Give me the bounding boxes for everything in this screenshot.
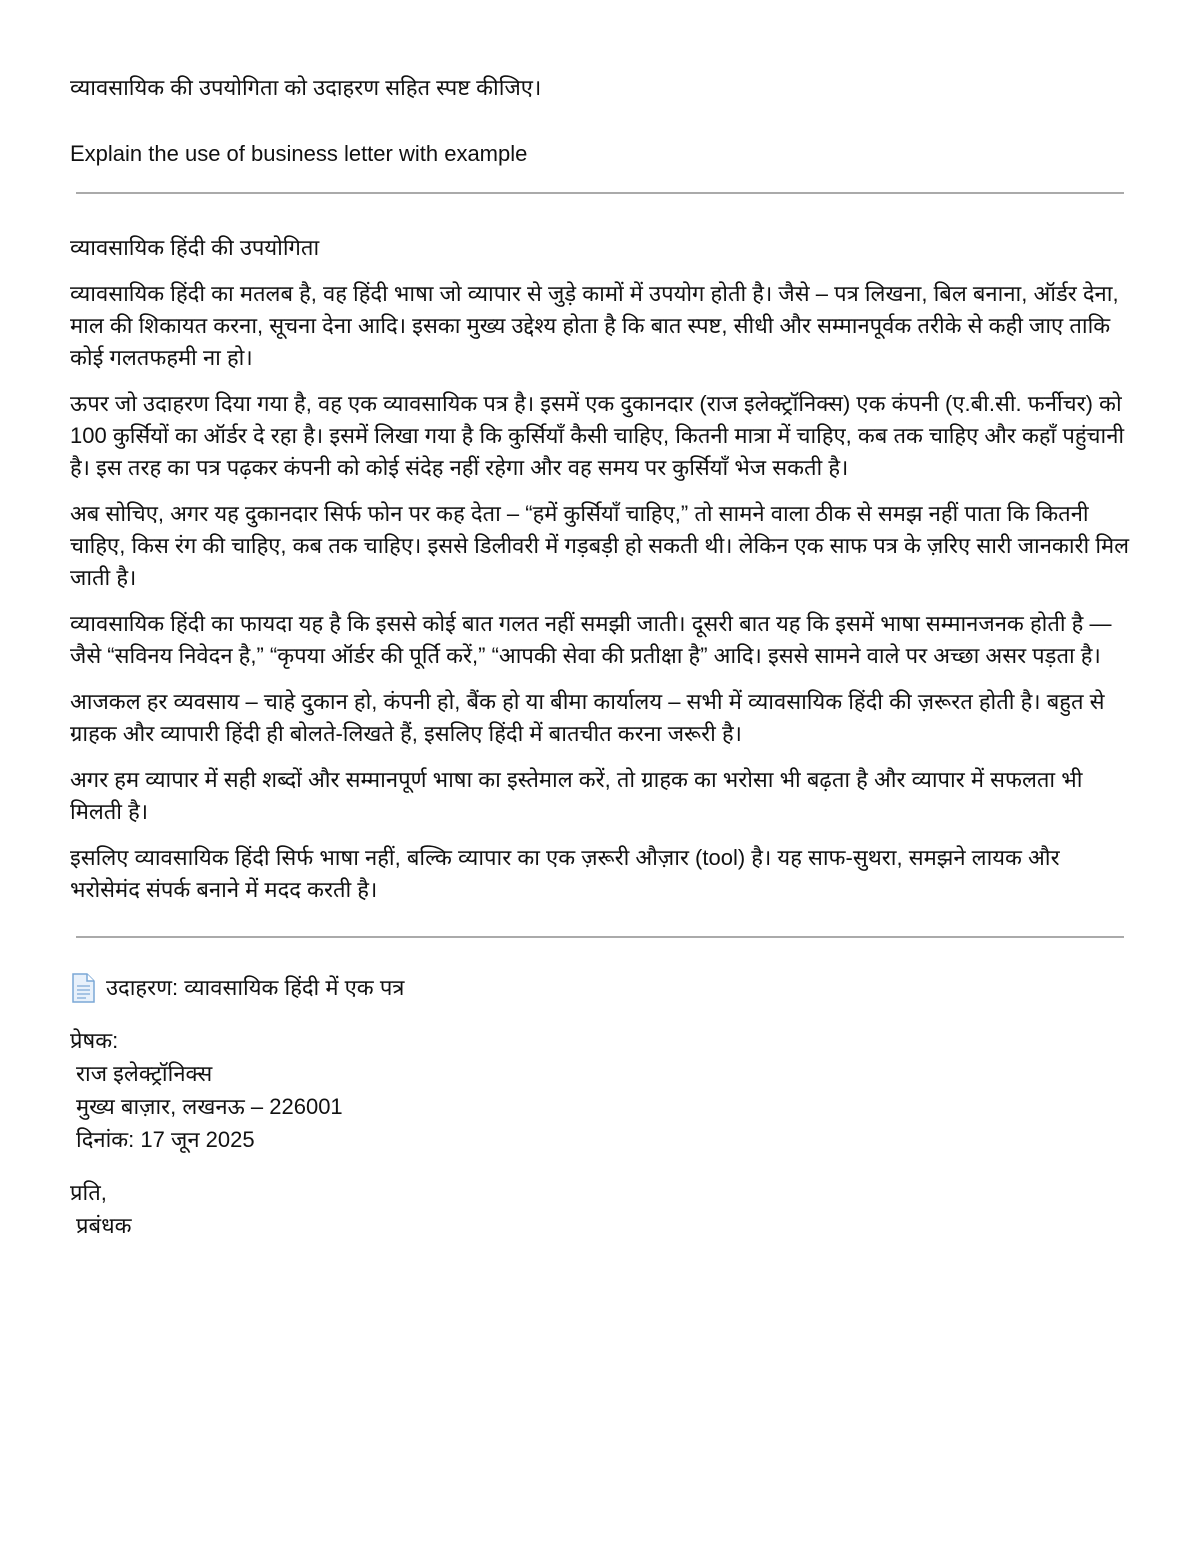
paragraph-2: ऊपर जो उदाहरण दिया गया है, वह एक व्यावसायिक पत्र है। इसमें एक दुकानदार (राज इलेक्ट्रॉनिक्स) एक कंपनी (ए.बी.सी. फर्नीचर) को 100 कुर्सियों का ऑर्डर दे रहा है। इसमें लिखा गया है कि कुर्सियाँ कैसी चाहिए, कितनी मात्रा में चाहिए, कब तक चाहिए और कहाँ पहुंचानी है। इस तरह का पत्र पढ़कर कंपनी को कोई संदेह नहीं रहेगा और वह समय पर कुर्सियाँ भेज सकती है। — [70, 391, 1125, 480]
question-hindi: व्यावसायिक की उपयोगिता को उदाहरण सहित स्पष्ट कीजिए। — [70, 75, 542, 100]
section-title: व्यावसायिक हिंदी की उपयोगिता — [70, 235, 320, 260]
sender-label: प्रेषक: — [70, 1028, 119, 1053]
recipient: प्रबंधक — [76, 1213, 132, 1238]
divider-top — [76, 192, 1124, 194]
sender-address: मुख्य बाज़ार, लखनऊ – 226001 — [76, 1094, 343, 1119]
document-icon — [70, 973, 96, 1003]
to-label: प्रति, — [70, 1180, 107, 1205]
divider-bottom — [76, 936, 1124, 938]
paragraph-4: व्यावसायिक हिंदी का फायदा यह है कि इससे कोई बात गलत नहीं समझी जाती। दूसरी बात यह कि इसमें भाषा सम्मानजनक होती है — जैसे “सविनय निवेदन है,” “कृपया ऑर्डर की पूर्ति करें,” “आपकी सेवा की प्रतीक्षा है” आदि। इससे सामने वाले पर अच्छा असर पड़ता है। — [70, 611, 1112, 668]
question-english: Explain the use of business letter with example — [70, 141, 528, 166]
paragraph-7: इसलिए व्यावसायिक हिंदी सिर्फ भाषा नहीं, बल्कि व्यापार का एक ज़रूरी औज़ार (tool) है। यह साफ-सुथरा, समझने लायक और भरोसेमंद संपर्क बनाने में मदद करती है। — [70, 845, 1060, 902]
example-heading — [70, 972, 1130, 1004]
paragraph-6: अगर हम व्यापार में सही शब्दों और सम्मानपूर्ण भाषा का इस्तेमाल करें, तो ग्राहक का भरोसा भी बढ़ता है और व्यापार में सफलता भी मिलती है। — [70, 767, 1083, 824]
sender-name: राज इलेक्ट्रॉनिक्स — [76, 1061, 213, 1086]
document-page — [70, 60, 1130, 1242]
paragraph-5: आजकल हर व्यवसाय – चाहे दुकान हो, कंपनी हो, बैंक हो या बीमा कार्यालय – सभी में व्यावसायिक हिंदी की ज़रूरत होती है। बहुत से ग्राहक और व्यापारी हिंदी ही बोलते-लिखते हैं, इसलिए हिंदी में बातचीत करना जरूरी है। — [70, 689, 1105, 746]
paragraph-1: व्यावसायिक हिंदी का मतलब है, वह हिंदी भाषा जो व्यापार से जुड़े कामों में उपयोग होती है। जैसे – पत्र लिखना, बिल बनाना, ऑर्डर देना, माल की शिकायत करना, सूचना देना आदि। इसका मुख्य उद्देश्य होता है कि बात स्पष्ट, सीधी और सम्मानपूर्वक तरीके से कही जाए ताकि कोई गलतफहमी ना हो। — [70, 281, 1119, 370]
letter-date: दिनांक: 17 जून 2025 — [76, 1127, 255, 1152]
paragraph-3: अब सोचिए, अगर यह दुकानदार सिर्फ फोन पर कह देता – “हमें कुर्सियाँ चाहिए,” तो सामने वाला ठीक से समझ नहीं पाता कि कितनी चाहिए, किस रंग की चाहिए, कब तक चाहिए। इससे डिलीवरी में गड़बड़ी हो सकती थी। लेकिन एक साफ पत्र के ज़रिए सारी जानकारी मिल जाती है। — [70, 501, 1130, 590]
example-title: उदाहरण: व्यावसायिक हिंदी में एक पत्र — [106, 975, 405, 1000]
